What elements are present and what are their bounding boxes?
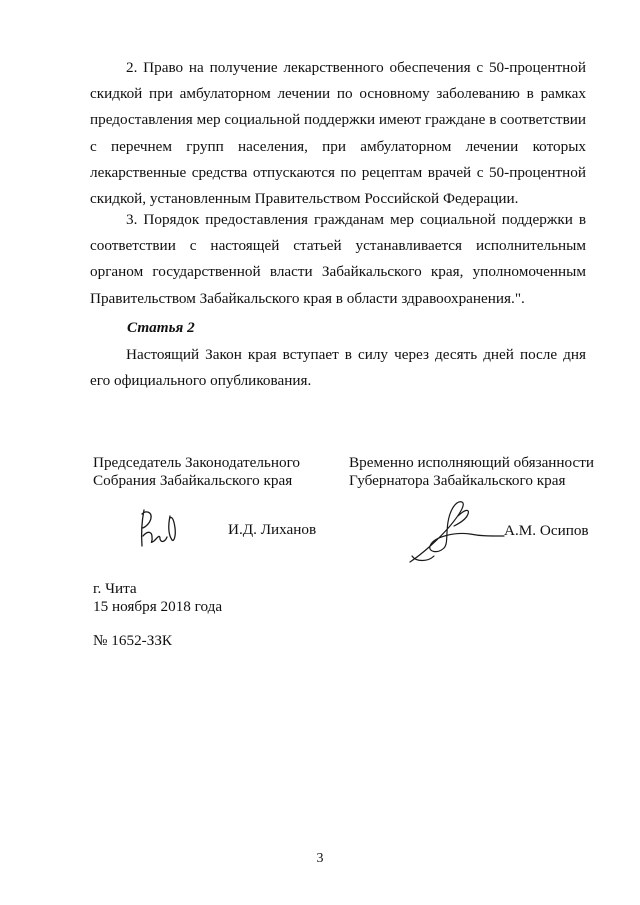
paragraph-2: 2. Право на получение лекарственного обеспечения с 50-процентной скидкой при амбулаторном лечении по основному заболеванию в рамках предоставления мер социальной поддержки имеют граждане в соответствии с перечнем групп населения, при амбулаторном лечении которых лекарственные средства отпускаются по рецептам врачей с 50-процентной скидкой, установленным Правительством Российской Федерации. [90,59,586,208]
city: г. Чита [93,580,137,597]
left-title-line-2: Собрания Забайкальского края [93,472,293,489]
signing-date: 15 ноября 2018 года [93,598,223,615]
right-title-line-2: Губернатора Забайкальского края [349,472,566,489]
left-title-line-1: Председатель Законодательного [93,454,301,471]
paragraph-3: 3. Порядок предоставления гражданам мер социальной поддержки в соответствии с настоящей статьей устанавливается исполнительным органом государственной власти Забайкальского края, уполномоченным Правительством Забайкальского края в области здравоохранения.". [90,211,586,307]
place-and-date [93,580,222,616]
article-text: Настоящий Закон края вступает в силу через десять дней после дня его официального опубликования. [90,346,586,390]
left-signatory-name: И.Д. Лиханов [228,521,317,538]
page-number: 3 [316,851,324,866]
article-heading: Статья 2 [127,319,195,336]
right-title-line-1: Временно исполняющий обязанности [349,454,595,471]
right-signatory-name: А.М. Осипов [504,522,589,539]
law-number: № 1652-ЗЗК [93,632,173,649]
osipov-signature [404,496,514,566]
left-signatory-title [93,454,333,490]
likhanov-signature [132,506,188,552]
right-signatory-title [349,454,609,490]
